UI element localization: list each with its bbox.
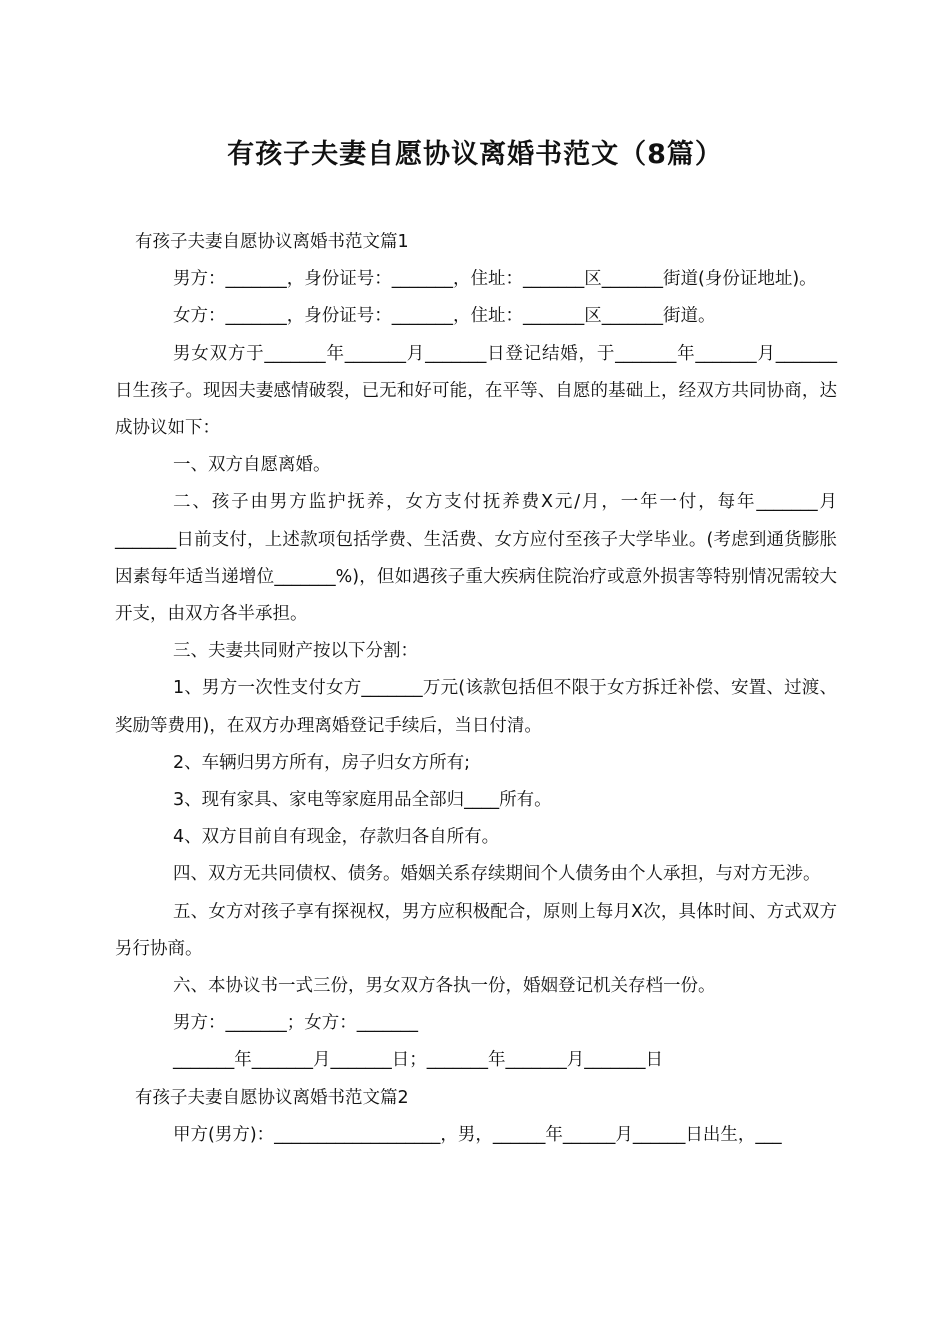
- paragraph: 五、女方对孩子享有探视权，男方应积极配合，原则上每月X次，具体时间、方式双方另行协商。: [115, 901, 837, 959]
- document-body: [115, 224, 837, 1154]
- paragraph: 1、男方一次性支付女方_______万元(该款包括但不限于女方拆迁补偿、安置、过渡、奖励等费用)，在双方办理离婚登记手续后，当日付清。: [115, 678, 837, 736]
- document-title: 有孩子夫妻自愿协议离婚书范文（8篇）: [227, 139, 723, 170]
- paragraph: 六、本协议书一式三份，男女双方各执一份，婚姻登记机关存档一份。: [173, 976, 716, 997]
- section-heading: 有孩子夫妻自愿协议离婚书范文篇2: [135, 1087, 409, 1108]
- paragraph: 男方：_______；女方：_______: [173, 1013, 418, 1034]
- paragraph: 4、双方目前自有现金，存款归各自所有。: [173, 827, 500, 848]
- paragraph: 二、孩子由男方监护抚养，女方支付抚养费X元/月，一年一付，每年_______月_______日前支付，上述款项包括学费、生活费、女方应付至孩子大学毕业。(考虑到通货膨胀因素每年适当递增位_______%)，但如遇孩子重大疾病住院治疗或意外损害等特别情况需较大开支，由双方各半承担。: [115, 492, 837, 625]
- paragraph: 2、车辆归男方所有，房子归女方所有;: [173, 752, 471, 773]
- section-heading: 有孩子夫妻自愿协议离婚书范文篇1: [135, 232, 409, 252]
- paragraph: 甲方(男方)：___________________，男，______年______月______日出生，___: [173, 1124, 782, 1145]
- paragraph: 女方：_______，身份证号：_______，住址：_______区_______街道。: [173, 306, 716, 327]
- paragraph: 男女双方于_______年_______月_______日登记结婚，于_______年_______月_______日生孩子。现因夫妻感情破裂，已无和好可能，在平等、自愿的基础上，经双方共同协商，达成协议如下：: [115, 343, 837, 439]
- paragraph: 三、夫妻共同财产按以下分割：: [173, 641, 418, 662]
- paragraph: _______年_______月_______日；_______年_______月_______日: [173, 1050, 663, 1071]
- paragraph: 一、双方自愿离婚。: [173, 455, 331, 476]
- paragraph: 四、双方无共同债权、债务。婚姻关系存续期间个人债务由个人承担，与对方无涉。: [173, 864, 821, 885]
- paragraph: 男方：_______，身份证号：_______，住址：_______区_______街道(身份证地址)。: [173, 269, 817, 290]
- paragraph: 3、现有家具、家电等家庭用品全部归____所有。: [173, 790, 552, 811]
